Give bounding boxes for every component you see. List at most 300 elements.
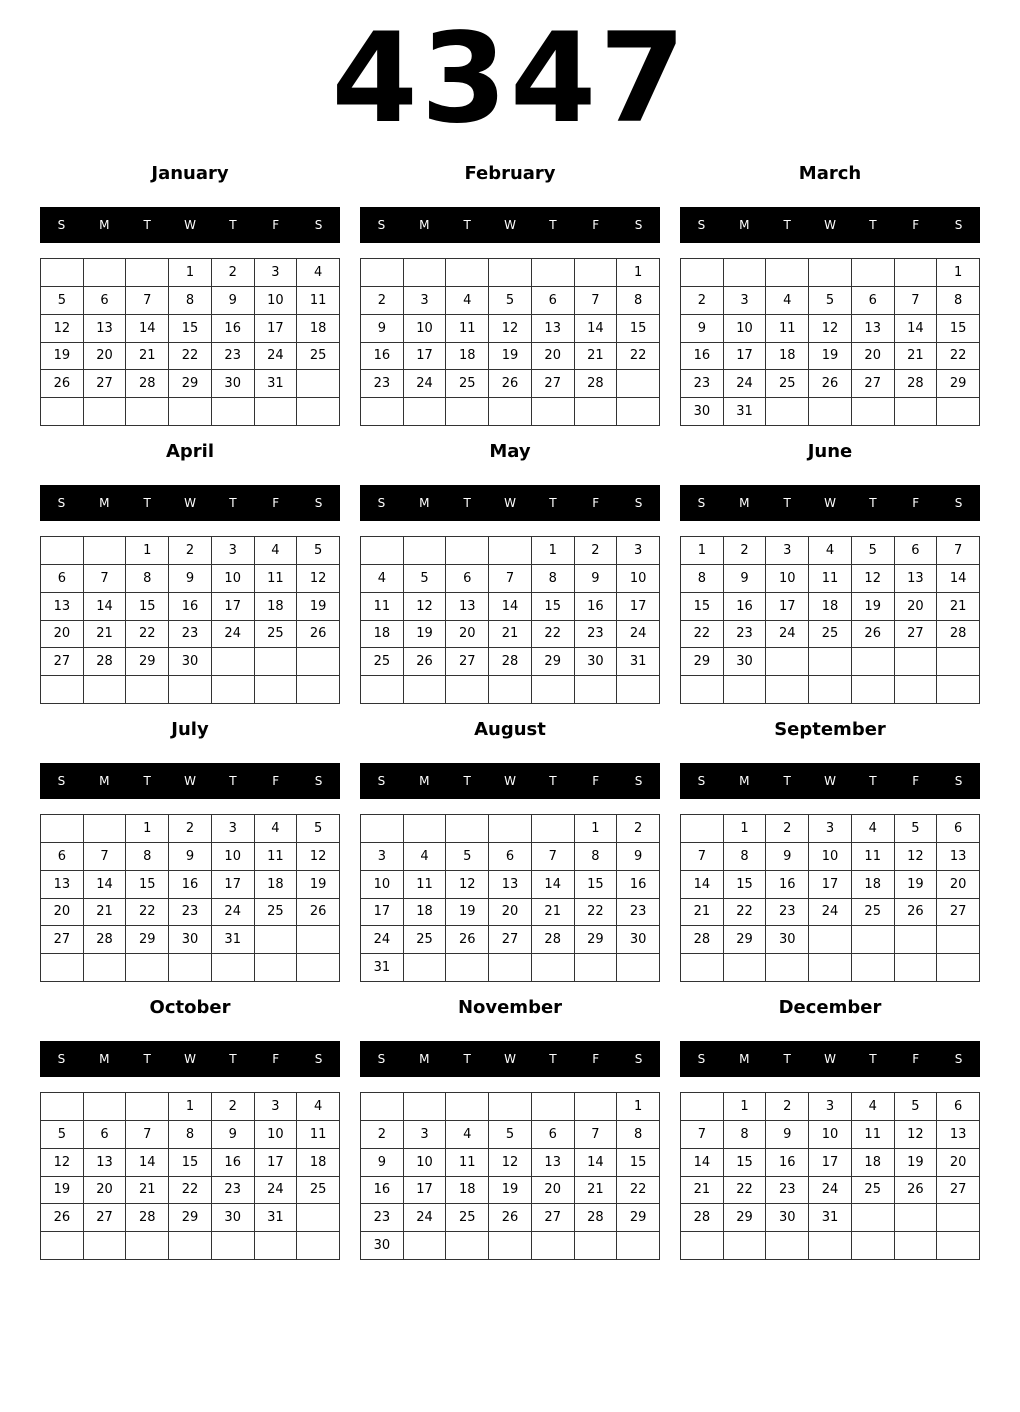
- day-cell: 27: [532, 370, 575, 398]
- weekday-header: [360, 763, 660, 799]
- day-cell: 19: [404, 621, 447, 649]
- day-cell: 14: [681, 1149, 724, 1177]
- day-cell: [681, 954, 724, 982]
- day-cell: 22: [169, 1177, 212, 1205]
- weekday-label: F: [912, 1052, 920, 1066]
- day-cell: [575, 676, 618, 704]
- day-cell: 24: [404, 370, 447, 398]
- day-cell: 13: [489, 871, 532, 899]
- day-cell: 23: [361, 1204, 404, 1232]
- weekday-label: F: [272, 774, 280, 788]
- day-cell: 4: [852, 815, 895, 843]
- day-cell: 15: [169, 1149, 212, 1177]
- day-cell: 14: [575, 1149, 618, 1177]
- day-cell: [852, 648, 895, 676]
- day-cell: 28: [681, 1204, 724, 1232]
- day-cell: 13: [937, 843, 980, 871]
- day-cell: 5: [489, 1121, 532, 1149]
- day-cell: 23: [681, 370, 724, 398]
- day-cell: 5: [297, 537, 340, 565]
- day-cell: 5: [489, 287, 532, 315]
- day-cell: 13: [937, 1121, 980, 1149]
- day-cell: 30: [681, 398, 724, 426]
- day-cell: [446, 259, 489, 287]
- weekday-label: M: [739, 1052, 750, 1066]
- day-cell: 21: [532, 899, 575, 927]
- day-cell: 20: [84, 1177, 127, 1205]
- weekday-label: T: [229, 1052, 237, 1066]
- day-cell: 10: [809, 1121, 852, 1149]
- day-cell: 21: [895, 343, 938, 371]
- day-cell: 15: [937, 315, 980, 343]
- weekday-label: W: [184, 496, 196, 510]
- day-cell: 24: [766, 621, 809, 649]
- days-grid: [680, 536, 980, 704]
- day-cell: 10: [404, 1149, 447, 1177]
- day-cell: 3: [255, 1093, 298, 1121]
- day-cell: 17: [255, 1149, 298, 1177]
- day-cell: 17: [404, 343, 447, 371]
- day-cell: [809, 259, 852, 287]
- weekday-label: T: [143, 1052, 151, 1066]
- day-cell: 14: [532, 871, 575, 899]
- day-cell: 23: [169, 899, 212, 927]
- day-cell: 18: [404, 899, 447, 927]
- day-cell: 24: [809, 1177, 852, 1205]
- weekday-label: T: [549, 774, 557, 788]
- day-cell: [681, 815, 724, 843]
- day-cell: 8: [126, 843, 169, 871]
- day-cell: [361, 676, 404, 704]
- day-cell: 11: [255, 565, 298, 593]
- day-cell: [41, 259, 84, 287]
- days-grid: [40, 814, 340, 982]
- day-cell: 31: [255, 370, 298, 398]
- day-cell: 5: [297, 815, 340, 843]
- day-cell: [489, 537, 532, 565]
- day-cell: 18: [255, 593, 298, 621]
- day-cell: 14: [126, 1149, 169, 1177]
- day-cell: [297, 1232, 340, 1260]
- weekday-header: [40, 1041, 340, 1077]
- day-cell: 28: [681, 926, 724, 954]
- day-cell: 15: [126, 871, 169, 899]
- day-cell: [766, 954, 809, 982]
- day-cell: 14: [489, 593, 532, 621]
- day-cell: 30: [766, 1204, 809, 1232]
- day-cell: [404, 954, 447, 982]
- day-cell: [84, 1232, 127, 1260]
- day-cell: [937, 648, 980, 676]
- day-cell: 16: [766, 1149, 809, 1177]
- day-cell: [489, 954, 532, 982]
- day-cell: 27: [446, 648, 489, 676]
- day-cell: [895, 398, 938, 426]
- day-cell: [895, 1204, 938, 1232]
- day-cell: 1: [617, 259, 660, 287]
- day-cell: 11: [446, 315, 489, 343]
- day-cell: [212, 676, 255, 704]
- day-cell: 7: [532, 843, 575, 871]
- day-cell: 18: [361, 621, 404, 649]
- day-cell: [446, 815, 489, 843]
- weekday-label: F: [912, 496, 920, 510]
- day-cell: 7: [681, 1121, 724, 1149]
- day-cell: [404, 815, 447, 843]
- day-cell: [852, 676, 895, 704]
- day-cell: 2: [575, 537, 618, 565]
- day-cell: 5: [404, 565, 447, 593]
- days-grid: [40, 536, 340, 704]
- day-cell: 31: [255, 1204, 298, 1232]
- weekday-label: T: [549, 496, 557, 510]
- weekday-label: T: [229, 496, 237, 510]
- day-cell: 24: [212, 899, 255, 927]
- day-cell: 3: [617, 537, 660, 565]
- day-cell: [212, 398, 255, 426]
- day-cell: [937, 954, 980, 982]
- day-cell: [617, 676, 660, 704]
- day-cell: 16: [169, 593, 212, 621]
- day-cell: 19: [809, 343, 852, 371]
- day-cell: [489, 1232, 532, 1260]
- day-cell: 9: [617, 843, 660, 871]
- day-cell: 18: [446, 1177, 489, 1205]
- day-cell: [84, 1093, 127, 1121]
- day-cell: 25: [404, 926, 447, 954]
- day-cell: 8: [617, 287, 660, 315]
- day-cell: 23: [212, 1177, 255, 1205]
- day-cell: [617, 954, 660, 982]
- day-cell: 16: [724, 593, 767, 621]
- day-cell: 6: [41, 843, 84, 871]
- day-cell: 31: [724, 398, 767, 426]
- day-cell: 8: [724, 843, 767, 871]
- day-cell: 10: [255, 1121, 298, 1149]
- day-cell: 18: [766, 343, 809, 371]
- weekday-label: F: [272, 496, 280, 510]
- weekday-label: T: [869, 774, 877, 788]
- day-cell: 13: [532, 1149, 575, 1177]
- weekday-label: T: [463, 1052, 471, 1066]
- days-grid: [680, 814, 980, 982]
- day-cell: 21: [681, 899, 724, 927]
- day-cell: 12: [895, 1121, 938, 1149]
- day-cell: 25: [852, 1177, 895, 1205]
- day-cell: [809, 648, 852, 676]
- day-cell: 29: [617, 1204, 660, 1232]
- day-cell: 1: [937, 259, 980, 287]
- day-cell: [852, 259, 895, 287]
- day-cell: [575, 1093, 618, 1121]
- day-cell: 3: [212, 537, 255, 565]
- day-cell: [41, 954, 84, 982]
- weekday-header: [40, 485, 340, 521]
- day-cell: 17: [724, 343, 767, 371]
- day-cell: 29: [126, 926, 169, 954]
- weekday-label: S: [954, 496, 963, 510]
- day-cell: 28: [895, 370, 938, 398]
- day-cell: 9: [361, 1149, 404, 1177]
- day-cell: [766, 259, 809, 287]
- day-cell: 30: [575, 648, 618, 676]
- day-cell: 6: [895, 537, 938, 565]
- day-cell: [809, 1232, 852, 1260]
- day-cell: 22: [169, 343, 212, 371]
- day-cell: [212, 954, 255, 982]
- day-cell: [766, 676, 809, 704]
- day-cell: 11: [297, 287, 340, 315]
- day-cell: 24: [724, 370, 767, 398]
- day-cell: 25: [446, 370, 489, 398]
- day-cell: [575, 954, 618, 982]
- weekday-label: M: [99, 774, 110, 788]
- day-cell: 1: [169, 1093, 212, 1121]
- day-cell: 3: [255, 259, 298, 287]
- day-cell: [255, 1232, 298, 1260]
- day-cell: [297, 954, 340, 982]
- day-cell: [255, 926, 298, 954]
- day-cell: 17: [766, 593, 809, 621]
- weekday-label: S: [954, 218, 963, 232]
- day-cell: [446, 1093, 489, 1121]
- weekday-label: S: [377, 496, 386, 510]
- day-cell: 19: [489, 343, 532, 371]
- month-name: December: [778, 997, 882, 1018]
- day-cell: 15: [575, 871, 618, 899]
- day-cell: [404, 676, 447, 704]
- day-cell: 14: [681, 871, 724, 899]
- day-cell: 15: [169, 315, 212, 343]
- day-cell: 29: [169, 370, 212, 398]
- day-cell: 7: [126, 287, 169, 315]
- day-cell: 9: [724, 565, 767, 593]
- day-cell: 20: [446, 621, 489, 649]
- day-cell: [489, 398, 532, 426]
- day-cell: 25: [766, 370, 809, 398]
- day-cell: 3: [766, 537, 809, 565]
- day-cell: [297, 648, 340, 676]
- day-cell: 4: [255, 537, 298, 565]
- day-cell: 30: [212, 1204, 255, 1232]
- day-cell: [724, 1232, 767, 1260]
- day-cell: [255, 398, 298, 426]
- day-cell: [489, 815, 532, 843]
- weekday-header: [680, 207, 980, 243]
- day-cell: 2: [169, 815, 212, 843]
- day-cell: [852, 398, 895, 426]
- day-cell: 15: [681, 593, 724, 621]
- day-cell: [532, 676, 575, 704]
- day-cell: 30: [169, 648, 212, 676]
- day-cell: [852, 926, 895, 954]
- day-cell: 16: [169, 871, 212, 899]
- day-cell: [41, 537, 84, 565]
- day-cell: 2: [724, 537, 767, 565]
- day-cell: 11: [446, 1149, 489, 1177]
- day-cell: 26: [489, 1204, 532, 1232]
- day-cell: 24: [617, 621, 660, 649]
- day-cell: [895, 954, 938, 982]
- weekday-label: T: [143, 218, 151, 232]
- day-cell: [809, 398, 852, 426]
- day-cell: 11: [404, 871, 447, 899]
- day-cell: 18: [446, 343, 489, 371]
- day-cell: [255, 648, 298, 676]
- day-cell: 12: [852, 565, 895, 593]
- day-cell: 18: [852, 1149, 895, 1177]
- day-cell: [446, 1232, 489, 1260]
- day-cell: 11: [297, 1121, 340, 1149]
- day-cell: 7: [575, 287, 618, 315]
- day-cell: 1: [169, 259, 212, 287]
- day-cell: 11: [766, 315, 809, 343]
- day-cell: 7: [84, 843, 127, 871]
- day-cell: 20: [489, 899, 532, 927]
- weekday-label: S: [697, 218, 706, 232]
- day-cell: [84, 537, 127, 565]
- day-cell: 21: [84, 899, 127, 927]
- day-cell: 16: [575, 593, 618, 621]
- weekday-label: M: [739, 218, 750, 232]
- day-cell: 19: [895, 1149, 938, 1177]
- day-cell: 20: [84, 343, 127, 371]
- day-cell: 21: [126, 343, 169, 371]
- weekday-label: M: [739, 774, 750, 788]
- day-cell: 21: [84, 621, 127, 649]
- weekday-label: F: [592, 218, 600, 232]
- day-cell: [532, 398, 575, 426]
- day-cell: 15: [126, 593, 169, 621]
- weekday-label: S: [954, 1052, 963, 1066]
- weekday-header: [360, 485, 660, 521]
- weekday-label: W: [504, 1052, 516, 1066]
- day-cell: 6: [532, 287, 575, 315]
- weekday-label: F: [592, 1052, 600, 1066]
- day-cell: 21: [489, 621, 532, 649]
- weekday-label: F: [272, 1052, 280, 1066]
- day-cell: 31: [361, 954, 404, 982]
- month-name: September: [774, 719, 886, 740]
- day-cell: [489, 676, 532, 704]
- weekday-label: M: [419, 774, 430, 788]
- weekday-label: W: [824, 1052, 836, 1066]
- day-cell: 1: [724, 1093, 767, 1121]
- day-cell: 23: [617, 899, 660, 927]
- day-cell: [937, 1204, 980, 1232]
- day-cell: 15: [532, 593, 575, 621]
- day-cell: [126, 259, 169, 287]
- weekday-label: T: [783, 1052, 791, 1066]
- weekday-label: W: [504, 774, 516, 788]
- day-cell: 2: [766, 1093, 809, 1121]
- day-cell: 1: [681, 537, 724, 565]
- day-cell: 25: [361, 648, 404, 676]
- day-cell: 12: [446, 871, 489, 899]
- day-cell: [937, 398, 980, 426]
- weekday-label: T: [869, 1052, 877, 1066]
- day-cell: 19: [41, 1177, 84, 1205]
- day-cell: 12: [41, 1149, 84, 1177]
- day-cell: 14: [84, 593, 127, 621]
- day-cell: 9: [766, 1121, 809, 1149]
- day-cell: 22: [532, 621, 575, 649]
- day-cell: [766, 398, 809, 426]
- day-cell: [126, 398, 169, 426]
- day-cell: 24: [404, 1204, 447, 1232]
- day-cell: 27: [895, 621, 938, 649]
- day-cell: 4: [255, 815, 298, 843]
- day-cell: 13: [84, 1149, 127, 1177]
- day-cell: 5: [41, 1121, 84, 1149]
- day-cell: 17: [361, 899, 404, 927]
- weekday-label: T: [783, 774, 791, 788]
- day-cell: 2: [212, 259, 255, 287]
- weekday-label: S: [377, 1052, 386, 1066]
- days-grid: [40, 1092, 340, 1260]
- weekday-header: [40, 207, 340, 243]
- day-cell: 28: [575, 1204, 618, 1232]
- day-cell: 5: [895, 1093, 938, 1121]
- weekday-label: S: [57, 218, 66, 232]
- day-cell: [169, 676, 212, 704]
- weekday-label: T: [783, 496, 791, 510]
- day-cell: 21: [575, 343, 618, 371]
- day-cell: 9: [766, 843, 809, 871]
- day-cell: 23: [169, 621, 212, 649]
- day-cell: 4: [446, 287, 489, 315]
- day-cell: 5: [41, 287, 84, 315]
- day-cell: 25: [446, 1204, 489, 1232]
- day-cell: 6: [446, 565, 489, 593]
- day-cell: 12: [297, 843, 340, 871]
- day-cell: 10: [404, 315, 447, 343]
- weekday-label: F: [592, 496, 600, 510]
- day-cell: [575, 259, 618, 287]
- day-cell: [809, 954, 852, 982]
- day-cell: 17: [617, 593, 660, 621]
- day-cell: 17: [809, 1149, 852, 1177]
- day-cell: [41, 1232, 84, 1260]
- day-cell: 28: [84, 648, 127, 676]
- day-cell: [41, 398, 84, 426]
- day-cell: [532, 815, 575, 843]
- day-cell: [681, 676, 724, 704]
- day-cell: 25: [255, 621, 298, 649]
- day-cell: 14: [84, 871, 127, 899]
- day-cell: 25: [297, 1177, 340, 1205]
- day-cell: 27: [852, 370, 895, 398]
- day-cell: 16: [212, 1149, 255, 1177]
- day-cell: [84, 398, 127, 426]
- day-cell: [169, 954, 212, 982]
- day-cell: 2: [361, 1121, 404, 1149]
- day-cell: [617, 398, 660, 426]
- weekday-label: S: [634, 1052, 643, 1066]
- day-cell: 28: [575, 370, 618, 398]
- day-cell: 30: [361, 1232, 404, 1260]
- day-cell: 30: [212, 370, 255, 398]
- day-cell: [361, 1093, 404, 1121]
- day-cell: 19: [41, 343, 84, 371]
- day-cell: 18: [297, 1149, 340, 1177]
- day-cell: [297, 676, 340, 704]
- day-cell: [852, 1232, 895, 1260]
- day-cell: 20: [41, 621, 84, 649]
- day-cell: 1: [617, 1093, 660, 1121]
- day-cell: 20: [852, 343, 895, 371]
- day-cell: 8: [169, 1121, 212, 1149]
